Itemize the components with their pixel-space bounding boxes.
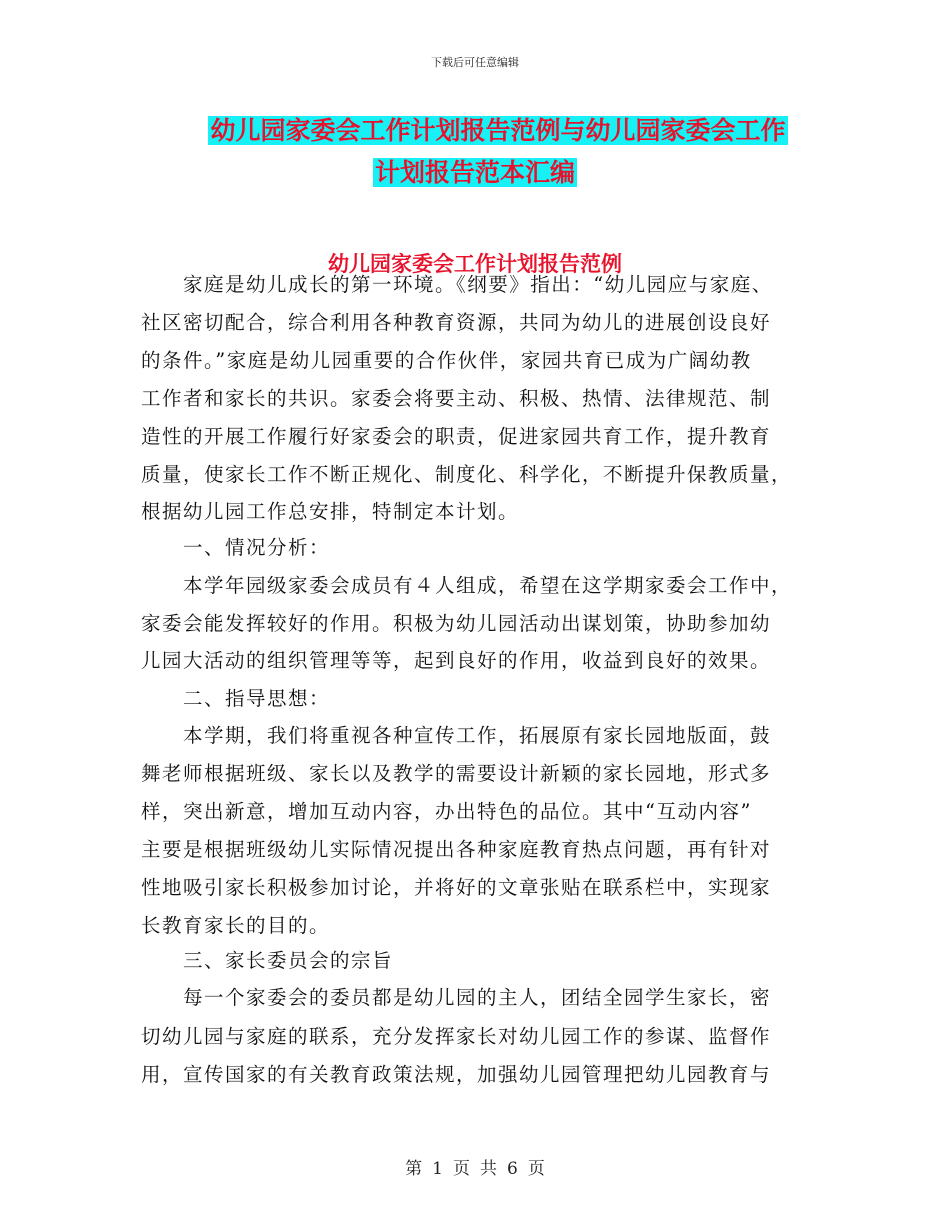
body-line: 二、指导思想： [141, 687, 331, 710]
footer-page-number: 1 [432, 1159, 443, 1179]
body-line: 家庭是幼儿成长的第一环境。《纲要》指出：“幼儿园应与家庭、 [141, 273, 773, 296]
footer-total-pages: 6 [507, 1159, 518, 1179]
body-line: 本学期，我们将重视各种宣传工作，拓展原有家长园地版面，鼓 [141, 724, 772, 747]
body-line: 根据幼儿园工作总安排，特制定本计划。 [141, 500, 520, 523]
body-line: 一、情况分析： [141, 536, 331, 559]
body-line: 切幼儿园与家庭的联系，充分发挥家长对幼儿园工作的参谋、监督作 [141, 1025, 772, 1048]
body-line: 每一个家委会的委员都是幼儿园的主人，团结全园学生家长，密 [141, 986, 772, 1009]
footer-suffix: 页 [527, 1159, 545, 1179]
body-line: 工作者和家长的共识。家委会将要主动、积极、热情、法律规范、制 [141, 387, 772, 410]
body-line: 本学年园级家委会成员有４人组成，希望在这学期家委会工作中， [141, 574, 793, 597]
footer-prefix: 第 [405, 1159, 423, 1179]
body-line: 主要是根据班级幼儿实际情况提出各种家庭教育热点问题，再有针对 [141, 838, 772, 861]
body-line: 长教育家长的目的。 [141, 914, 331, 937]
body-line: 性地吸引家长积极参加讨论，并将好的文章张贴在联系栏中，实现家 [141, 876, 772, 899]
section-title: 幼儿园家委会工作计划报告范例 [328, 251, 622, 276]
body-line: 儿园大活动的组织管理等等，起到良好的作用，收益到良好的效果。 [141, 649, 772, 672]
body-line: 的条件。”家庭是幼儿园重要的合作伙伴，家园共育已成为广阔幼教 [141, 349, 752, 372]
footer-page-label: 页 [453, 1159, 470, 1179]
page-footer [0, 1154, 950, 1179]
body-line: 造性的开展工作履行好家委会的职责，促进家园共育工作，提升教育 [141, 425, 772, 448]
body-line: 三、家长委员会的宗旨 [141, 949, 394, 972]
body-line: 样，突出新意，增加互动内容，办出特色的品位。其中“互动内容” [141, 800, 752, 823]
document-title-line-2: 计划报告范本汇编 [374, 158, 575, 187]
footer-total-label: 共 [480, 1159, 497, 1179]
body-line: 用，宣传国家的有关教育政策法规，加强幼儿园管理把幼儿园教育与 [141, 1063, 772, 1086]
body-line: 家委会能发挥较好的作用。积极为幼儿园活动出谋划策，协助参加幼 [141, 612, 772, 635]
page-header: 下载后可任意编辑 [431, 56, 519, 69]
body-line: 质量，使家长工作不断正规化、制度化、科学化，不断提升保教质量， [141, 463, 793, 486]
body-line: 舞老师根据班级、家长以及教学的需要设计新颖的家长园地，形式多 [141, 762, 772, 785]
document-title-line-1: 幼儿园家委会工作计划报告范例与幼儿园家委会工作 [210, 116, 786, 145]
body-line: 社区密切配合，综合利用各种教育资源，共同为幼儿的进展创设良好 [141, 311, 772, 334]
